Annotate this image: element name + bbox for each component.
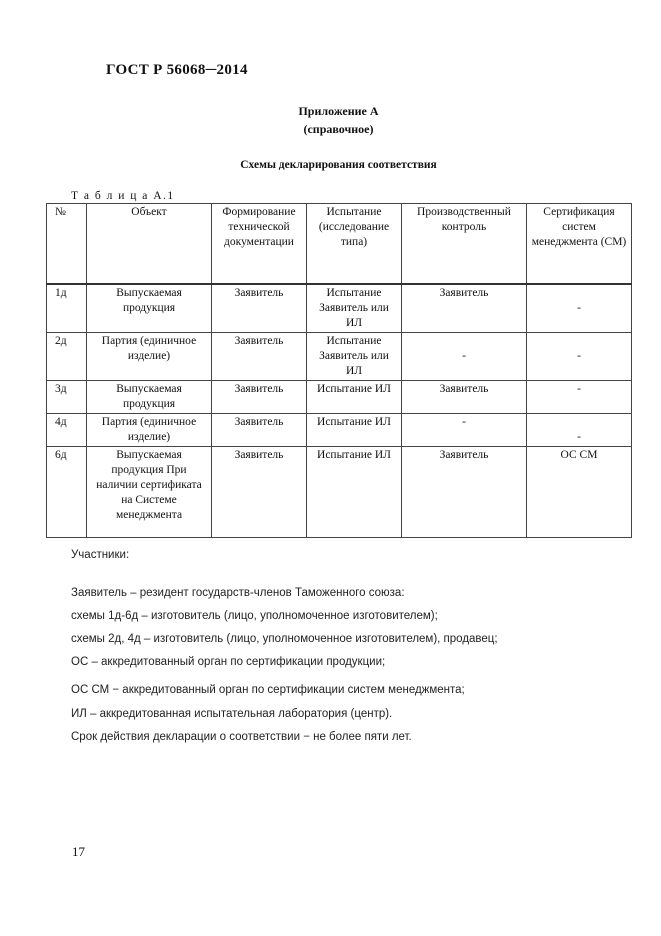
note-applicant: Заявитель – резидент государств-членов Таможенного союза: (71, 587, 405, 599)
cell-production-control: Заявитель (402, 381, 527, 414)
table-header-row (47, 204, 632, 285)
cell-production-control: Заявитель (402, 284, 527, 333)
cell-testing: Испытание ИЛ (307, 414, 402, 447)
cell-object: Выпускаемая продукция (87, 284, 212, 333)
cell-number: 3д (47, 381, 87, 414)
cell-certification: ОС СМ (527, 447, 632, 538)
column-header-production-control: Производственный контроль (402, 204, 527, 285)
appendix-subtitle: (справочное) (303, 122, 374, 136)
appendix-title: Приложение А (298, 104, 379, 118)
note-schemes-1-6: схемы 1д-6д – изготовитель (лицо, уполномоченное изготовителем); (71, 610, 438, 622)
cell-documentation: Заявитель (212, 381, 307, 414)
document-code: ГОСТ Р 56068─2014 (106, 62, 248, 78)
cell-production-control: - (402, 414, 527, 447)
column-header-number: № (47, 204, 87, 285)
note-os-sm: ОС СМ − аккредитованный орган по сертификации систем менеджмента; (71, 684, 465, 696)
cell-documentation: Заявитель (212, 333, 307, 381)
cell-number: 6д (47, 447, 87, 538)
cell-number: 4д (47, 414, 87, 447)
section-heading: Схемы декларирования соответствия (240, 159, 437, 171)
table-row (47, 284, 632, 333)
cell-object: Партия (единичное изделие) (87, 414, 212, 447)
cell-documentation: Заявитель (212, 414, 307, 447)
note-os: ОС – аккредитованный орган по сертификации продукции; (71, 656, 386, 668)
cell-object: Партия (единичное изделие) (87, 333, 212, 381)
column-header-certification: Сертификация систем менеджмента (СМ) (527, 204, 632, 285)
cell-documentation: Заявитель (212, 447, 307, 538)
cell-number: 2д (47, 333, 87, 381)
column-header-object: Объект (87, 204, 212, 285)
column-header-documentation: Формирование технической документации (212, 204, 307, 285)
declaration-schemes-table (46, 203, 632, 538)
table-row (47, 333, 632, 381)
cell-testing: Испытание Заявитель или ИЛ (307, 333, 402, 381)
page-number: 17 (72, 844, 85, 859)
cell-testing: Испытание ИЛ (307, 381, 402, 414)
cell-documentation: Заявитель (212, 284, 307, 333)
column-header-testing: Испытание (исследование типа) (307, 204, 402, 285)
cell-certification: - (527, 333, 632, 381)
table-caption: Т а б л и ц а А.1 (71, 190, 175, 202)
participants-label: Участники: (71, 549, 130, 561)
cell-number: 1д (47, 284, 87, 333)
note-il: ИЛ – аккредитованная испытательная лаборатория (центр). (71, 708, 393, 720)
cell-production-control: Заявитель (402, 447, 527, 538)
note-schemes-2-4: схемы 2д, 4д – изготовитель (лицо, уполномоченное изготовителем), продавец; (71, 633, 498, 645)
cell-testing: Испытание ИЛ (307, 447, 402, 538)
cell-certification: - (527, 284, 632, 333)
cell-object: Выпускаемая продукция (87, 381, 212, 414)
cell-production-control: - (402, 333, 527, 381)
table-row (47, 414, 632, 447)
cell-testing: Испытание Заявитель или ИЛ (307, 284, 402, 333)
note-validity: Срок действия декларации о соответствии − не более пяти лет. (71, 731, 412, 743)
cell-certification: - (527, 381, 632, 414)
table-row (47, 447, 632, 538)
table-row (47, 381, 632, 414)
cell-object: Выпускаемая продукция При наличии сертификата на Системе менеджмента (87, 447, 212, 538)
cell-certification: - (527, 414, 632, 447)
